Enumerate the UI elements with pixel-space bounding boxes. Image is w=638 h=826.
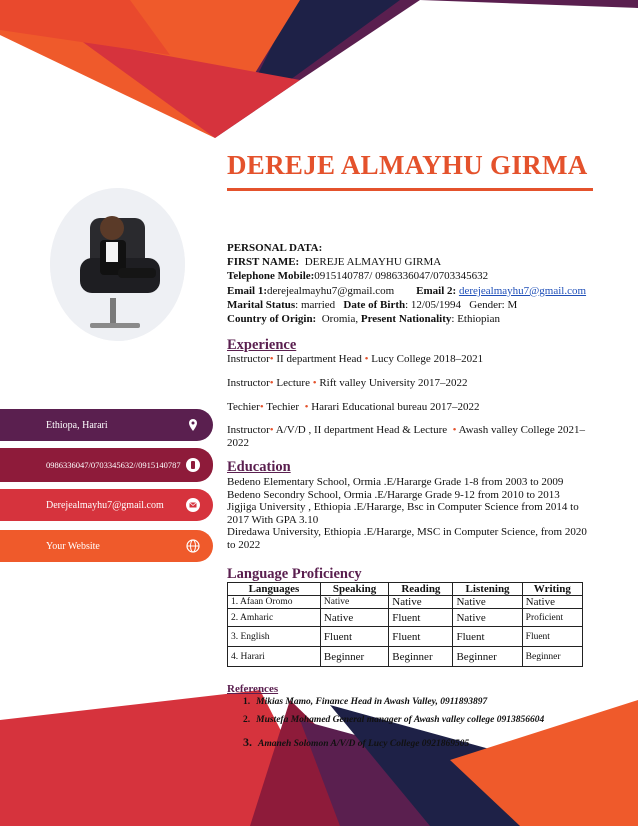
experience-detail: Techier xyxy=(266,401,300,413)
profile-photo xyxy=(50,188,185,341)
email-icon xyxy=(186,498,200,512)
table-cell: Fluent xyxy=(453,627,522,647)
experience-item: Instructor• II department Head • Lucy College 2018–2021 xyxy=(227,353,484,365)
table-row xyxy=(228,627,583,647)
contact-email-text[interactable]: Derejealmayhu7@gmail.com xyxy=(46,499,164,511)
table-cell: Proficient xyxy=(522,609,582,627)
table-cell: 1. Afaan Oromo xyxy=(228,596,321,609)
title-underline xyxy=(227,188,593,191)
contact-location-text: Ethiopa, Harari xyxy=(46,419,108,431)
first-name-label: FIRST NAME: xyxy=(227,256,300,269)
language-table xyxy=(227,582,583,667)
reference-number: 3. xyxy=(243,735,252,749)
table-cell: Beginner xyxy=(522,647,582,667)
contact-website-text[interactable]: Your Website xyxy=(46,540,100,552)
contact-website[interactable] xyxy=(0,530,213,562)
table-cell: 2. Amharic xyxy=(228,609,321,627)
marital-value: : married xyxy=(295,298,336,311)
education-heading: Education xyxy=(227,459,291,475)
language-heading: Language Proficiency xyxy=(227,566,362,582)
table-header: Writing xyxy=(522,583,582,596)
table-cell: Native xyxy=(522,596,582,609)
personal-heading: PERSONAL DATA: xyxy=(227,242,323,254)
marital-label: Marital Status xyxy=(227,298,296,311)
email2-link[interactable]: derejealmayhu7@gmail.com xyxy=(458,284,587,297)
table-cell: Fluent xyxy=(389,627,453,647)
table-header: Languages xyxy=(228,583,321,596)
table-row xyxy=(228,596,583,609)
education-line: Bedeno Secondry School, Ormia .E/Hararge Grade 9-12 from 2010 to 2013 xyxy=(227,488,560,501)
experience-role: Techier xyxy=(227,401,260,413)
table-cell: 3. English xyxy=(228,627,321,647)
globe-icon xyxy=(186,539,200,553)
experience-detail: Lecture xyxy=(276,377,310,389)
contact-email[interactable] xyxy=(0,489,213,521)
location-pin-icon xyxy=(186,418,200,432)
reference-item xyxy=(243,715,544,725)
reference-text: Amaneh Solomon A/V/D of Lucy College 0921869505 xyxy=(258,739,470,749)
experience-item: Techier• Techier • Harari Educational bureau 2017–2022 xyxy=(227,401,480,413)
phone-value: 0915140787/ 0986336047/0703345632 xyxy=(314,270,489,283)
table-cell: Native xyxy=(320,609,388,627)
table-header: Speaking xyxy=(320,583,388,596)
table-cell: Fluent xyxy=(522,627,582,647)
phone-icon xyxy=(186,458,200,472)
dob-label: Date of Birth xyxy=(343,298,406,311)
email2-label: Email 2: xyxy=(416,284,457,297)
email1-value: derejealmayhu7@gmail.com xyxy=(267,284,395,297)
gender-value: Gender: M xyxy=(469,298,518,311)
table-row xyxy=(228,647,583,667)
table-header: Reading xyxy=(389,583,453,596)
table-cell: Fluent xyxy=(389,609,453,627)
table-cell: Beginner xyxy=(320,647,388,667)
reference-item xyxy=(243,697,487,707)
reference-text: Mikias Mamo, Finance Head in Awash Valley, 0911893897 xyxy=(256,697,488,707)
education-list xyxy=(227,476,589,552)
contact-phone-text: 0986336047/0703345632//0915140787 xyxy=(46,459,181,470)
reference-number: 2. xyxy=(243,715,251,725)
table-cell: Fluent xyxy=(320,627,388,647)
personal-data xyxy=(227,241,607,326)
experience-item: Instructor• A/V/D , II department Head & Lecture • Awash valley College 2021–2022 xyxy=(227,424,586,449)
table-cell: 4. Harari xyxy=(228,647,321,667)
experience-role: Instructor xyxy=(227,424,270,436)
contact-phone xyxy=(0,448,213,482)
phone-label: Telephone Mobile: xyxy=(227,270,315,283)
education-line: Diredawa University, Ethiopia .E/Hararge, MSC in Computer Science, from 2020 to 2022 xyxy=(227,526,587,551)
experience-role: Instructor xyxy=(227,377,270,389)
reference-text: Mustefa Mohamed General manager of Awash valley college 0913856604 xyxy=(256,715,545,725)
experience-place: Rift valley University 2017–2022 xyxy=(319,377,468,389)
origin-label: Country of Origin: xyxy=(227,313,317,326)
contact-location xyxy=(0,409,213,441)
email1-label: Email 1: xyxy=(227,284,268,297)
reference-number: 1. xyxy=(243,697,251,707)
dob-value: : 12/05/1994 xyxy=(405,298,462,311)
nationality-value: : Ethiopian xyxy=(451,313,500,326)
experience-place: Harari Educational bureau 2017–2022 xyxy=(311,401,480,413)
table-row xyxy=(228,609,583,627)
origin-value: Oromia, xyxy=(321,313,359,326)
table-cell: Native xyxy=(320,596,388,609)
experience-detail: A/V/D , II department Head & Lecture xyxy=(275,424,448,436)
reference-item xyxy=(243,735,469,750)
table-cell: Beginner xyxy=(453,647,522,667)
table-cell: Native xyxy=(453,609,522,627)
education-line: Bedeno Elementary School, Ormia .E/Hararge Grade 1-8 from 2003 to 2009 xyxy=(227,476,564,488)
experience-detail: II department Head xyxy=(276,353,362,365)
experience-item: Instructor• Lecture • Rift valley University 2017–2022 xyxy=(227,377,468,389)
table-cell: Beginner xyxy=(389,647,453,667)
nationality-label: Present Nationality xyxy=(360,313,452,326)
references-heading: References xyxy=(227,683,279,695)
table-cell: Native xyxy=(389,596,453,609)
education-line: Jigjiga University , Ethiopia .E/Hararge, Bsc in Computer Science from 2014 to 2017 With GPA 3.10 xyxy=(227,501,579,526)
experience-heading: Experience xyxy=(227,337,297,353)
experience-role: Instructor xyxy=(227,353,270,365)
page-title: DEREJE ALMAYHU GIRMA xyxy=(227,150,588,180)
table-header: Listening xyxy=(453,583,522,596)
first-name-value: DEREJE ALMAYHU GIRMA xyxy=(304,256,442,269)
experience-place: Awash valley College 2021–2022 xyxy=(227,424,586,449)
table-header-row xyxy=(228,583,583,596)
experience-place: Lucy College 2018–2021 xyxy=(371,353,484,365)
table-cell: Native xyxy=(453,596,522,609)
